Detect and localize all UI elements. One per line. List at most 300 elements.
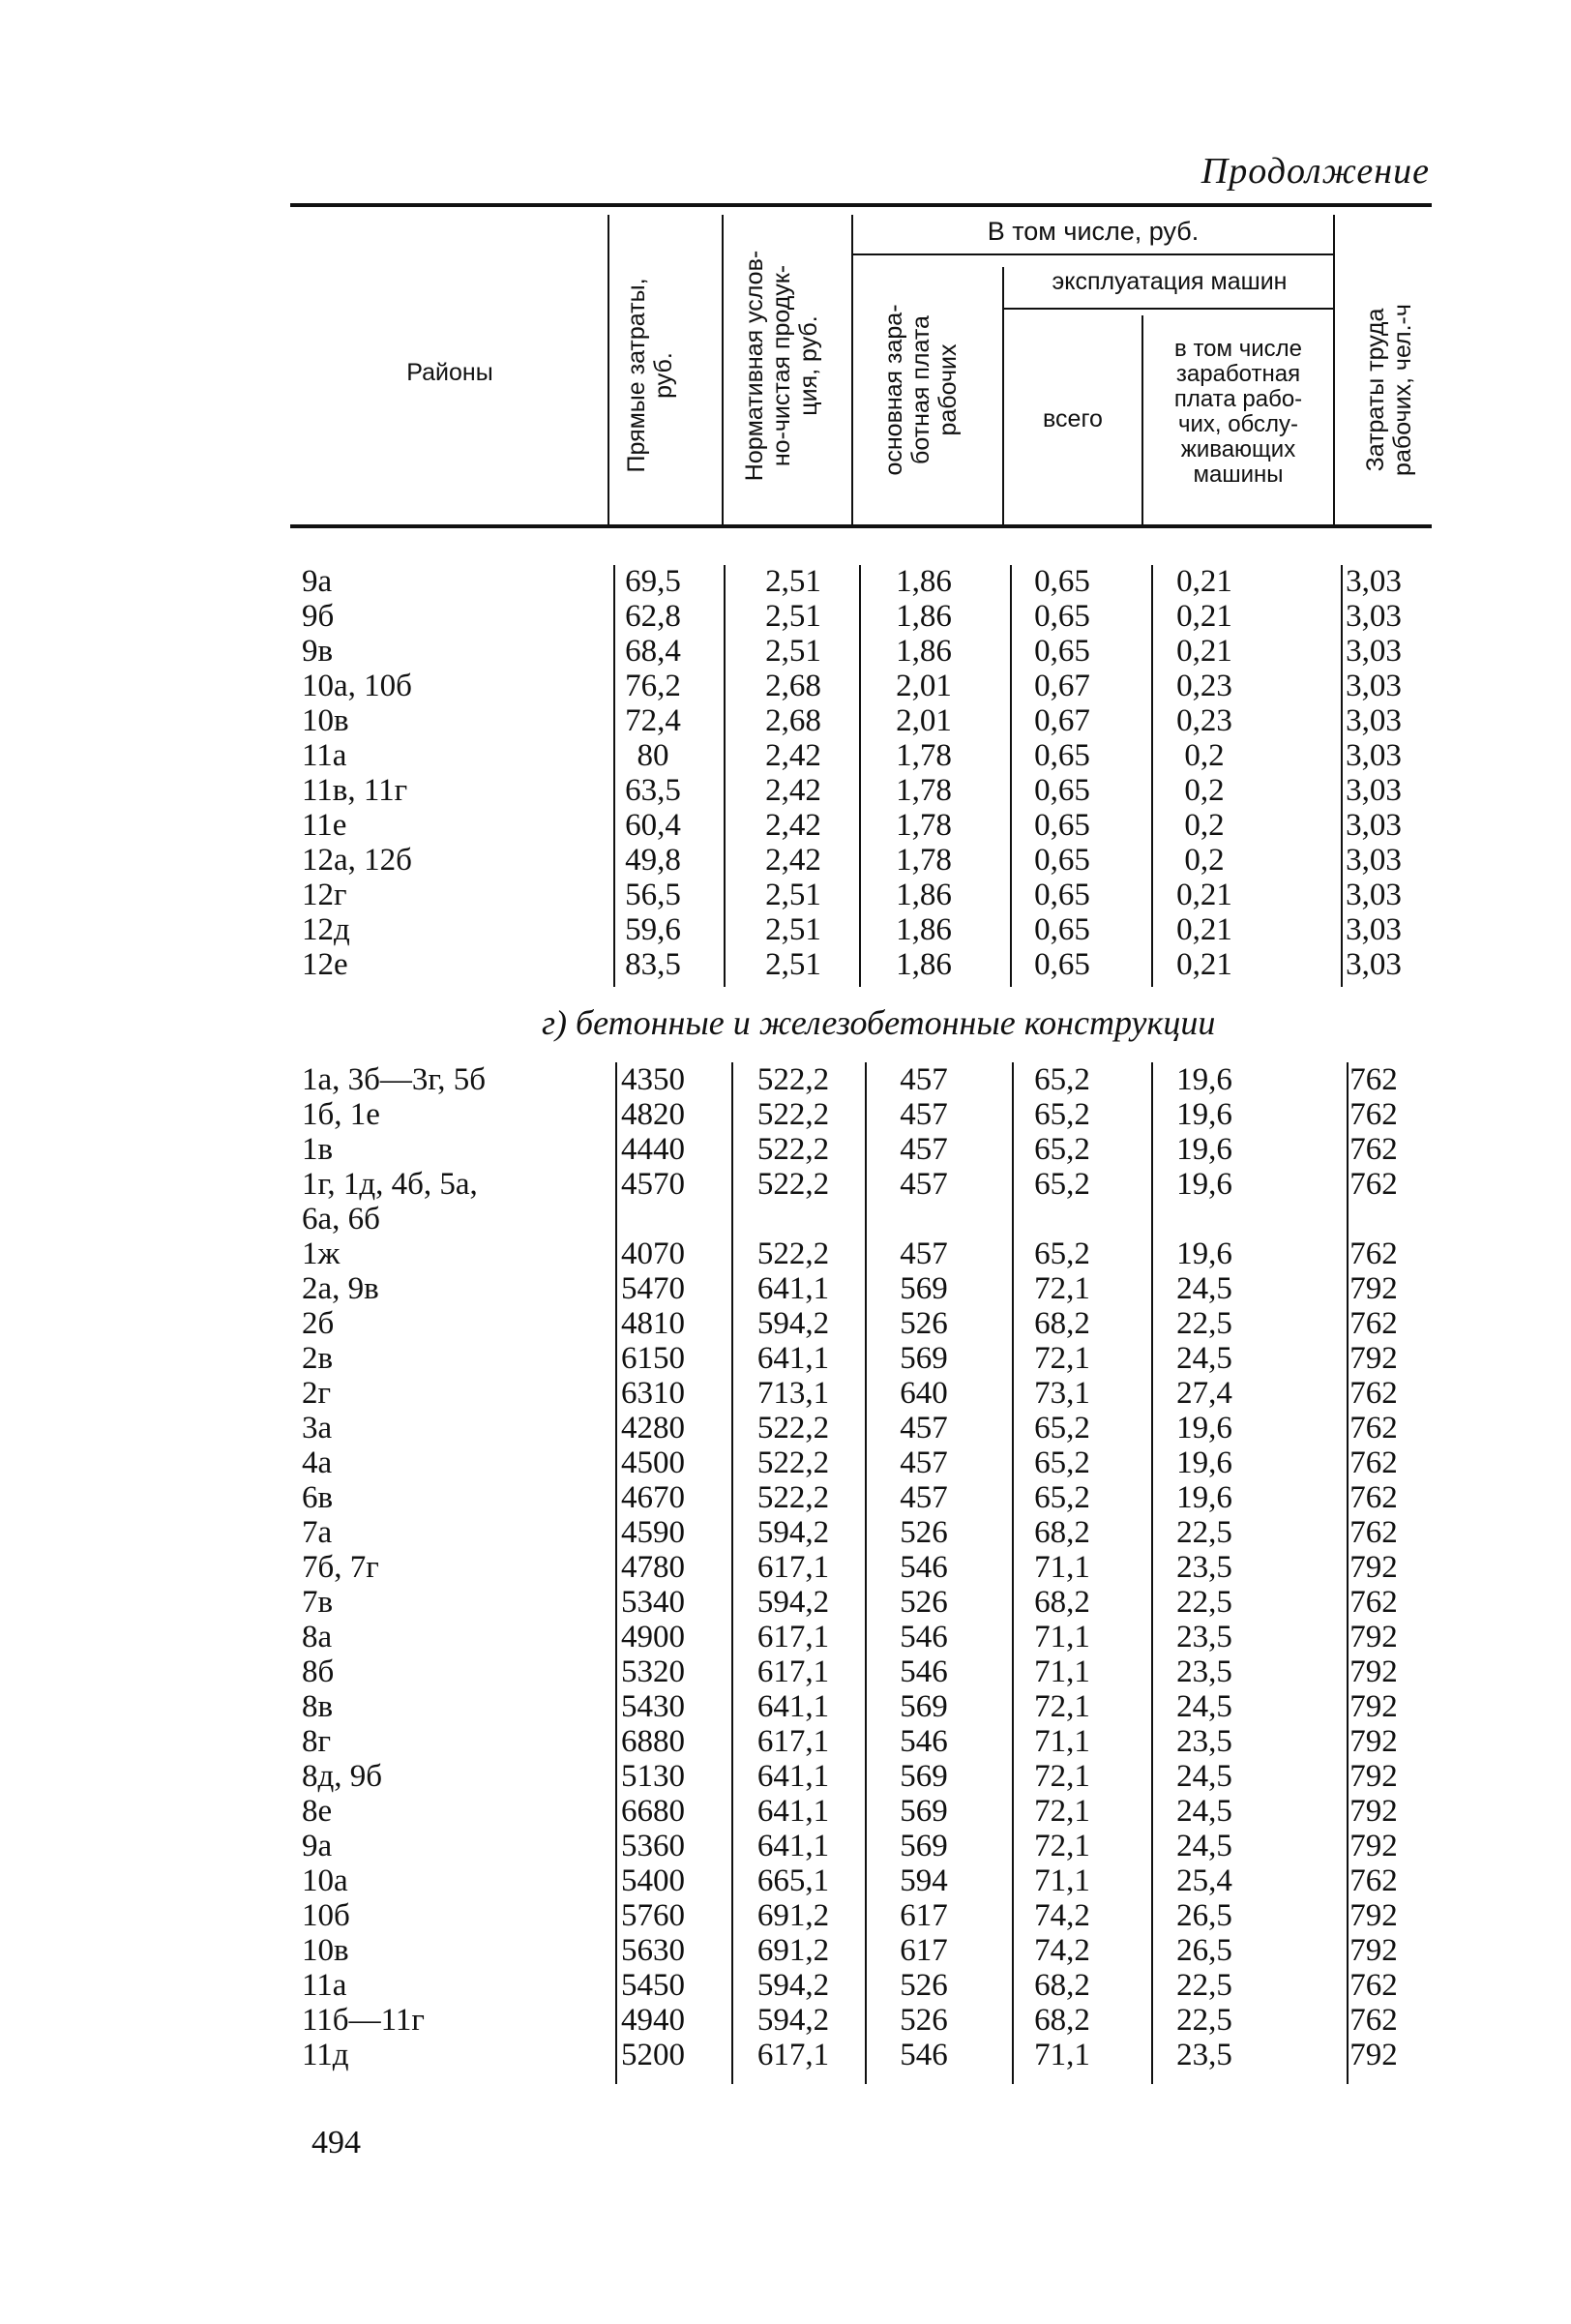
- normative-output-cell: 594,2: [756, 2003, 830, 2038]
- header-machine-operation: эксплуатация машин: [1052, 268, 1288, 295]
- normative-output-cell: 691,2: [756, 1933, 830, 1968]
- machine-wage-cell: 24,5: [1176, 1794, 1232, 1829]
- table-row: [290, 912, 1432, 947]
- normative-output-cell: 2,42: [765, 808, 821, 843]
- direct-costs-cell: 4570: [621, 1167, 685, 1202]
- table-row: [290, 878, 1432, 912]
- table-row: [290, 703, 1432, 738]
- machine-total-cell: 71,1: [1034, 2038, 1090, 2072]
- region-cell: 10а: [302, 1863, 348, 1898]
- region-cell: 1б, 1е: [302, 1097, 380, 1132]
- incl-wage-line-1: в том числе: [1174, 336, 1302, 362]
- table-row: [290, 1097, 1432, 1132]
- labor-costs-cell: 3,03: [1346, 703, 1402, 738]
- machine-wage-cell: 19,6: [1176, 1062, 1232, 1097]
- machine-wage-cell: 22,5: [1176, 1968, 1232, 2003]
- labor-costs-cell: 762: [1349, 1097, 1398, 1132]
- machine-wage-cell: 24,5: [1176, 1271, 1232, 1306]
- region-cell: 8д, 9б: [302, 1759, 383, 1794]
- normative-output-cell: 2,51: [765, 912, 821, 947]
- machine-wage-cell: 0,2: [1184, 843, 1225, 878]
- machine-wage-cell: 0,21: [1176, 878, 1232, 912]
- base-wage-cell: 569: [900, 1271, 948, 1306]
- base-wage-cell: 457: [900, 1167, 948, 1202]
- table-row: [290, 1306, 1432, 1341]
- direct-costs-cell: 76,2: [625, 669, 681, 703]
- normative-output-cell: 641,1: [756, 1759, 830, 1794]
- machine-total-cell: 65,2: [1034, 1236, 1090, 1271]
- machine-wage-cell: 0,21: [1176, 634, 1232, 669]
- machine-total-cell: 68,2: [1034, 1515, 1090, 1550]
- labor-costs-cell: 792: [1349, 2038, 1398, 2072]
- machine-wage-cell: 19,6: [1176, 1411, 1232, 1445]
- machine-total-cell: 71,1: [1034, 1863, 1090, 1898]
- table-row: [290, 1863, 1432, 1898]
- base-wage-cell: 546: [900, 1550, 948, 1585]
- header-normative-output: Нормативная услов- но-чистая продук- ция, руб.: [741, 250, 822, 482]
- machine-total-cell: 68,2: [1034, 2003, 1090, 2038]
- table-row: [290, 1898, 1432, 1933]
- page-number: 494: [311, 2125, 361, 2160]
- direct-costs-cell: 6150: [621, 1341, 685, 1376]
- table-row: [290, 843, 1432, 878]
- region-cell: 9а: [302, 1829, 333, 1863]
- incl-wage-line-5: живающих: [1180, 436, 1296, 462]
- machine-wage-cell: 23,5: [1176, 1550, 1232, 1585]
- table-row: [290, 1585, 1432, 1620]
- direct-costs-cell: 5340: [621, 1585, 685, 1620]
- normative-output-cell: 2,68: [765, 703, 821, 738]
- machine-wage-cell: 26,5: [1176, 1898, 1232, 1933]
- machine-total-cell: 72,1: [1034, 1689, 1090, 1724]
- machine-wage-cell: 19,6: [1176, 1132, 1232, 1167]
- direct-costs-cell: 5470: [621, 1271, 685, 1306]
- region-cell: 10в: [302, 703, 349, 738]
- labor-costs-cell: 762: [1349, 1585, 1398, 1620]
- region-cell: 10а, 10б: [302, 669, 412, 703]
- machine-total-cell: 65,2: [1034, 1167, 1090, 1202]
- normative-output-cell: 617,1: [756, 1550, 830, 1585]
- normative-output-cell: 641,1: [756, 1341, 830, 1376]
- labor-costs-cell: 792: [1349, 1759, 1398, 1794]
- table-row: [290, 1376, 1432, 1411]
- region-cell: 11а: [302, 738, 347, 773]
- machine-wage-cell: 0,2: [1184, 738, 1225, 773]
- normative-output-cell: 2,42: [765, 843, 821, 878]
- base-wage-cell: 1,86: [896, 912, 952, 947]
- table-row: [290, 1480, 1432, 1515]
- header-divider-6: [1333, 215, 1335, 526]
- normative-output-cell: 594,2: [756, 1515, 830, 1550]
- base-wage-cell: 457: [900, 1411, 948, 1445]
- labor-costs-cell: 3,03: [1346, 773, 1402, 808]
- machine-total-cell: 72,1: [1034, 1829, 1090, 1863]
- machine-wage-cell: 19,6: [1176, 1236, 1232, 1271]
- base-wage-cell: 569: [900, 1829, 948, 1863]
- table-row: [290, 669, 1432, 703]
- direct-costs-cell: 4780: [621, 1550, 685, 1585]
- base-wage-cell: 1,86: [896, 878, 952, 912]
- region-cell: 3а: [302, 1411, 333, 1445]
- machine-total-cell: 73,1: [1034, 1376, 1090, 1411]
- normative-output-cell: 641,1: [756, 1271, 830, 1306]
- machine-wage-cell: 19,6: [1176, 1445, 1232, 1480]
- header-incl-wage: [1143, 337, 1333, 488]
- base-wage-cell: 1,86: [896, 947, 952, 982]
- table-row: [290, 1167, 1432, 1202]
- direct-costs-cell: 59,6: [625, 912, 681, 947]
- incl-wage-line-6: машины: [1193, 462, 1284, 488]
- direct-costs-cell: 6680: [621, 1794, 685, 1829]
- table-row: [290, 599, 1432, 634]
- direct-costs-cell: 60,4: [625, 808, 681, 843]
- region-cell: 11б—11г: [302, 2003, 425, 2038]
- table-row: [290, 1724, 1432, 1759]
- header-total: всего: [1043, 405, 1103, 432]
- machine-total-cell: 0,67: [1034, 669, 1090, 703]
- normative-output-cell: 522,2: [756, 1445, 830, 1480]
- normative-output-cell: 594,2: [756, 1585, 830, 1620]
- region-cell: 12г: [302, 878, 347, 912]
- direct-costs-cell: 4440: [621, 1132, 685, 1167]
- base-wage-cell: 2,01: [896, 703, 952, 738]
- normative-output-cell: 713,1: [756, 1376, 830, 1411]
- base-wage-cell: 1,78: [896, 808, 952, 843]
- machine-total-cell: 0,65: [1034, 843, 1090, 878]
- header-line-machines: [1004, 308, 1333, 310]
- region-cell: 1ж: [302, 1236, 341, 1271]
- region-cell: 2в: [302, 1341, 334, 1376]
- machine-wage-cell: 19,6: [1176, 1480, 1232, 1515]
- normative-output-cell: 617,1: [756, 1620, 830, 1654]
- machine-wage-cell: 23,5: [1176, 2038, 1232, 2072]
- normative-output-cell: 691,2: [756, 1898, 830, 1933]
- base-wage-cell: 640: [900, 1376, 948, 1411]
- labor-costs-cell: 3,03: [1346, 669, 1402, 703]
- machine-wage-cell: 24,5: [1176, 1689, 1232, 1724]
- region-cell: 8в: [302, 1689, 334, 1724]
- machine-total-cell: 72,1: [1034, 1341, 1090, 1376]
- region-cell: 11в, 11г: [302, 773, 408, 808]
- incl-wage-line-4: чих, обслу-: [1177, 411, 1299, 437]
- labor-costs-cell: 792: [1349, 1898, 1398, 1933]
- machine-total-cell: 0,65: [1034, 634, 1090, 669]
- labor-costs-cell: 3,03: [1346, 599, 1402, 634]
- machine-total-cell: 0,65: [1034, 947, 1090, 982]
- base-wage-cell: 1,78: [896, 738, 952, 773]
- machine-wage-cell: 22,5: [1176, 1515, 1232, 1550]
- machine-wage-cell: 24,5: [1176, 1829, 1232, 1863]
- machine-total-cell: 68,2: [1034, 1585, 1090, 1620]
- direct-costs-cell: 4280: [621, 1411, 685, 1445]
- machine-wage-cell: 0,2: [1184, 773, 1225, 808]
- direct-costs-cell: 4940: [621, 2003, 685, 2038]
- table-row: [290, 1236, 1432, 1271]
- normative-output-cell: 2,51: [765, 947, 821, 982]
- machine-total-cell: 0,65: [1034, 773, 1090, 808]
- machine-wage-cell: 26,5: [1176, 1933, 1232, 1968]
- region-cell: 9а: [302, 564, 333, 599]
- region-cell: 7в: [302, 1585, 334, 1620]
- base-wage-cell: 546: [900, 1654, 948, 1689]
- machine-total-cell: 65,2: [1034, 1445, 1090, 1480]
- base-wage-cell: 457: [900, 1097, 948, 1132]
- base-wage-cell: 457: [900, 1480, 948, 1515]
- header-divider-3: [851, 215, 853, 526]
- region-cell: 12д: [302, 912, 350, 947]
- section-title: г) бетонные и железобетонные конструкции: [542, 1003, 1216, 1042]
- base-wage-cell: 1,78: [896, 773, 952, 808]
- direct-costs-cell: 4500: [621, 1445, 685, 1480]
- region-cell: 2г: [302, 1376, 332, 1411]
- table-row: [290, 1515, 1432, 1550]
- normative-output-cell: 594,2: [756, 1306, 830, 1341]
- region-cell: 8б: [302, 1654, 335, 1689]
- machine-total-cell: 0,65: [1034, 808, 1090, 843]
- base-wage-cell: 1,78: [896, 843, 952, 878]
- normative-output-cell: 641,1: [756, 1829, 830, 1863]
- continuation-label: Продолжение: [1200, 151, 1430, 192]
- direct-costs-cell: 62,8: [625, 599, 681, 634]
- table-row: [290, 1689, 1432, 1724]
- base-wage-cell: 526: [900, 1585, 948, 1620]
- labor-costs-cell: 762: [1349, 1480, 1398, 1515]
- labor-costs-cell: 3,03: [1346, 564, 1402, 599]
- region-cell: 11е: [302, 808, 347, 843]
- table-row: [290, 634, 1432, 669]
- labor-costs-cell: 762: [1349, 1167, 1398, 1202]
- direct-costs-cell: 5760: [621, 1898, 685, 1933]
- incl-wage-line-2: заработная: [1175, 361, 1301, 387]
- machine-wage-cell: 24,5: [1176, 1759, 1232, 1794]
- normative-output-cell: 641,1: [756, 1689, 830, 1724]
- base-wage-cell: 1,86: [896, 564, 952, 599]
- region-cell: 1г, 1д, 4б, 5а,: [302, 1167, 478, 1202]
- region-cell: 7а: [302, 1515, 333, 1550]
- region-cell: 9в: [302, 634, 334, 669]
- direct-costs-cell: 83,5: [625, 947, 681, 982]
- normative-output-cell: 617,1: [756, 1724, 830, 1759]
- direct-costs-cell: 49,8: [625, 843, 681, 878]
- labor-costs-cell: 762: [1349, 1863, 1398, 1898]
- region-cell: 1а, 3б—3г, 5б: [302, 1062, 487, 1097]
- base-wage-cell: 2,01: [896, 669, 952, 703]
- header-divider-1: [608, 215, 609, 526]
- labor-costs-cell: 792: [1349, 1271, 1398, 1306]
- normative-output-cell: 522,2: [756, 1411, 830, 1445]
- normative-output-cell: 2,68: [765, 669, 821, 703]
- normative-output-cell: 2,42: [765, 738, 821, 773]
- table-row: [290, 947, 1432, 982]
- region-cell: 11а: [302, 1968, 347, 2003]
- table-row: [290, 808, 1432, 843]
- header-divider-4: [1002, 267, 1004, 526]
- region-cell: 11д: [302, 2038, 349, 2072]
- normative-output-cell: 522,2: [756, 1167, 830, 1202]
- machine-total-cell: 72,1: [1034, 1759, 1090, 1794]
- header-base-wage: основная зара- ботная плата рабочих: [880, 304, 962, 476]
- table-row: [290, 1062, 1432, 1097]
- machine-total-cell: 0,65: [1034, 738, 1090, 773]
- labor-costs-cell: 762: [1349, 1376, 1398, 1411]
- machine-total-cell: 74,2: [1034, 1898, 1090, 1933]
- labor-costs-cell: 3,03: [1346, 947, 1402, 982]
- machine-total-cell: 0,65: [1034, 878, 1090, 912]
- labor-costs-cell: 792: [1349, 1341, 1398, 1376]
- region-cell: 12е: [302, 947, 348, 982]
- direct-costs-cell: 80: [637, 738, 669, 773]
- normative-output-cell: 522,2: [756, 1236, 830, 1271]
- direct-costs-cell: 4070: [621, 1236, 685, 1271]
- base-wage-cell: 1,86: [896, 599, 952, 634]
- table-row: [290, 1445, 1432, 1480]
- machine-wage-cell: 0,23: [1176, 669, 1232, 703]
- normative-output-cell: 2,51: [765, 878, 821, 912]
- table-row: [290, 1933, 1432, 1968]
- machine-wage-cell: 0,23: [1176, 703, 1232, 738]
- base-wage-cell: 594: [900, 1863, 948, 1898]
- table-row: [290, 2003, 1432, 2038]
- labor-costs-cell: 762: [1349, 2003, 1398, 2038]
- machine-total-cell: 65,2: [1034, 1480, 1090, 1515]
- direct-costs-cell: 5400: [621, 1863, 685, 1898]
- table-row: [290, 1620, 1432, 1654]
- machine-wage-cell: 23,5: [1176, 1654, 1232, 1689]
- base-wage-cell: 457: [900, 1236, 948, 1271]
- machine-total-cell: 68,2: [1034, 1306, 1090, 1341]
- direct-costs-cell: 69,5: [625, 564, 681, 599]
- base-wage-cell: 569: [900, 1794, 948, 1829]
- labor-costs-cell: 3,03: [1346, 912, 1402, 947]
- table-row: [290, 1202, 1432, 1236]
- labor-costs-cell: 792: [1349, 1794, 1398, 1829]
- normative-output-cell: 617,1: [756, 1654, 830, 1689]
- machine-total-cell: 74,2: [1034, 1933, 1090, 1968]
- normative-output-cell: 522,2: [756, 1097, 830, 1132]
- labor-costs-cell: 792: [1349, 1689, 1398, 1724]
- labor-costs-cell: 792: [1349, 1654, 1398, 1689]
- table-a-body: [290, 564, 1432, 982]
- table-row: [290, 1341, 1432, 1376]
- base-wage-cell: 457: [900, 1062, 948, 1097]
- region-cell: 1в: [302, 1132, 334, 1167]
- base-wage-cell: 457: [900, 1132, 948, 1167]
- base-wage-cell: 569: [900, 1689, 948, 1724]
- direct-costs-cell: 5200: [621, 2038, 685, 2072]
- direct-costs-cell: 4820: [621, 1097, 685, 1132]
- normative-output-cell: 522,2: [756, 1480, 830, 1515]
- table-row: [290, 738, 1432, 773]
- region-cell: 4а: [302, 1445, 333, 1480]
- machine-total-cell: 65,2: [1034, 1062, 1090, 1097]
- direct-costs-cell: 4590: [621, 1515, 685, 1550]
- table-row: [290, 1794, 1432, 1829]
- machine-wage-cell: 0,21: [1176, 912, 1232, 947]
- machine-wage-cell: 0,21: [1176, 599, 1232, 634]
- normative-output-cell: 522,2: [756, 1062, 830, 1097]
- base-wage-cell: 546: [900, 1620, 948, 1654]
- base-wage-cell: 569: [900, 1759, 948, 1794]
- normative-output-cell: 2,51: [765, 564, 821, 599]
- labor-costs-cell: 3,03: [1346, 843, 1402, 878]
- header-direct-costs: Прямые затраты, руб.: [623, 278, 677, 473]
- table-row: [290, 1968, 1432, 2003]
- base-wage-cell: 617: [900, 1933, 948, 1968]
- header-regions: Районы: [406, 359, 493, 386]
- machine-wage-cell: 0,21: [1176, 947, 1232, 982]
- machine-total-cell: 72,1: [1034, 1271, 1090, 1306]
- direct-costs-cell: 4900: [621, 1620, 685, 1654]
- region-cell: 12а, 12б: [302, 843, 412, 878]
- labor-costs-cell: 762: [1349, 1306, 1398, 1341]
- machine-total-cell: 0,65: [1034, 599, 1090, 634]
- machine-wage-cell: 0,21: [1176, 564, 1232, 599]
- region-cell: 9б: [302, 599, 335, 634]
- labor-costs-cell: 762: [1349, 1062, 1398, 1097]
- direct-costs-cell: 6310: [621, 1376, 685, 1411]
- machine-total-cell: 0,67: [1034, 703, 1090, 738]
- table-row: [290, 1829, 1432, 1863]
- base-wage-cell: 546: [900, 1724, 948, 1759]
- table-row: [290, 1411, 1432, 1445]
- base-wage-cell: 1,86: [896, 634, 952, 669]
- region-cell: 8е: [302, 1794, 333, 1829]
- machine-total-cell: 71,1: [1034, 1724, 1090, 1759]
- labor-costs-cell: 762: [1349, 1445, 1398, 1480]
- machine-total-cell: 72,1: [1034, 1794, 1090, 1829]
- normative-output-cell: 2,51: [765, 634, 821, 669]
- normative-output-cell: 617,1: [756, 2038, 830, 2072]
- machine-total-cell: 0,65: [1034, 564, 1090, 599]
- machine-wage-cell: 0,2: [1184, 808, 1225, 843]
- base-wage-cell: 457: [900, 1445, 948, 1480]
- labor-costs-cell: 792: [1349, 1933, 1398, 1968]
- header-bottom-rule: [290, 524, 1432, 528]
- machine-wage-cell: 22,5: [1176, 1585, 1232, 1620]
- labor-costs-cell: 3,03: [1346, 634, 1402, 669]
- table-row: [290, 1271, 1432, 1306]
- region-cell: 8г: [302, 1724, 332, 1759]
- labor-costs-cell: 3,03: [1346, 738, 1402, 773]
- region-cell: 7б, 7г: [302, 1550, 379, 1585]
- region-cell: 6в: [302, 1480, 334, 1515]
- direct-costs-cell: 5430: [621, 1689, 685, 1724]
- base-wage-cell: 569: [900, 1341, 948, 1376]
- labor-costs-cell: 762: [1349, 1411, 1398, 1445]
- incl-wage-line-3: плата рабо-: [1173, 386, 1303, 412]
- region-cell: 10б: [302, 1898, 350, 1933]
- machine-total-cell: 65,2: [1034, 1097, 1090, 1132]
- machine-total-cell: 71,1: [1034, 1620, 1090, 1654]
- table-row: [290, 1550, 1432, 1585]
- direct-costs-cell: 5450: [621, 1968, 685, 2003]
- normative-output-cell: 665,1: [756, 1863, 830, 1898]
- header-divider-2: [722, 215, 724, 526]
- region-cell: 2б: [302, 1306, 335, 1341]
- labor-costs-cell: 792: [1349, 1829, 1398, 1863]
- machine-wage-cell: 19,6: [1176, 1097, 1232, 1132]
- labor-costs-cell: 792: [1349, 1724, 1398, 1759]
- direct-costs-cell: 56,5: [625, 878, 681, 912]
- region-cell: 6а, 6б: [302, 1202, 380, 1236]
- table-g-body: [290, 1062, 1432, 2072]
- table-row: [290, 564, 1432, 599]
- labor-costs-cell: 762: [1349, 1236, 1398, 1271]
- region-cell: 8а: [302, 1620, 333, 1654]
- direct-costs-cell: 5630: [621, 1933, 685, 1968]
- machine-total-cell: 65,2: [1034, 1132, 1090, 1167]
- base-wage-cell: 526: [900, 1968, 948, 2003]
